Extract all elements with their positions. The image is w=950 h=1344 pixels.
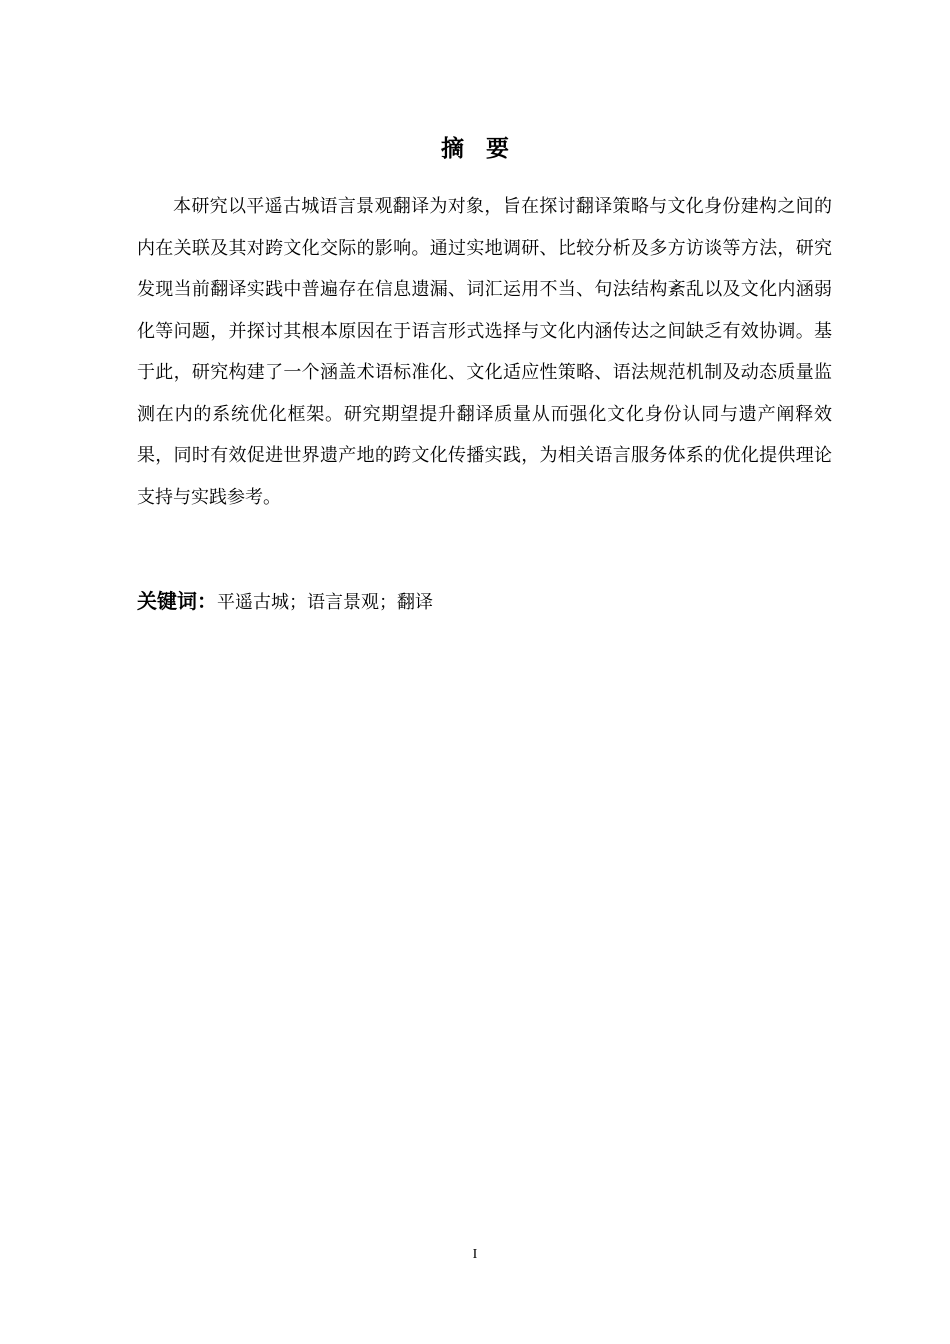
abstract-title-part1: 摘 xyxy=(441,136,464,162)
abstract-title-part2: 要 xyxy=(486,136,509,162)
abstract-body: 本研究以平遥古城语言景观翻译为对象，旨在探讨翻译策略与文化身份建构之间的内在关联及其对跨文化交际的影响。通过实地调研、比较分析及多方访谈等方法，研究发现当前翻译实践中普遍存在信息遗漏、词汇运用不当、句法结构紊乱以及文化内涵弱化等问题，并探讨其根本原因在于语言形式选择与文化内涵传达之间缺乏有效协调。基于此，研究构建了一个涵盖术语标准化、文化适应性策略、语法规范机制及动态质量监测在内的系统优化框架。研究期望提升翻译质量从而强化文化身份认同与遗产阐释效果，同时有效促进世界遗产地的跨文化传播实践，为相关语言服务体系的优化提供理论支持与实践参考。 xyxy=(137,196,832,508)
keywords-line xyxy=(137,586,832,618)
page-number: I xyxy=(472,1247,478,1262)
keywords-value: 平遥古城；语言景观；翻译 xyxy=(217,592,433,613)
abstract-title xyxy=(0,133,950,165)
keywords-label: 关键词： xyxy=(137,589,217,613)
